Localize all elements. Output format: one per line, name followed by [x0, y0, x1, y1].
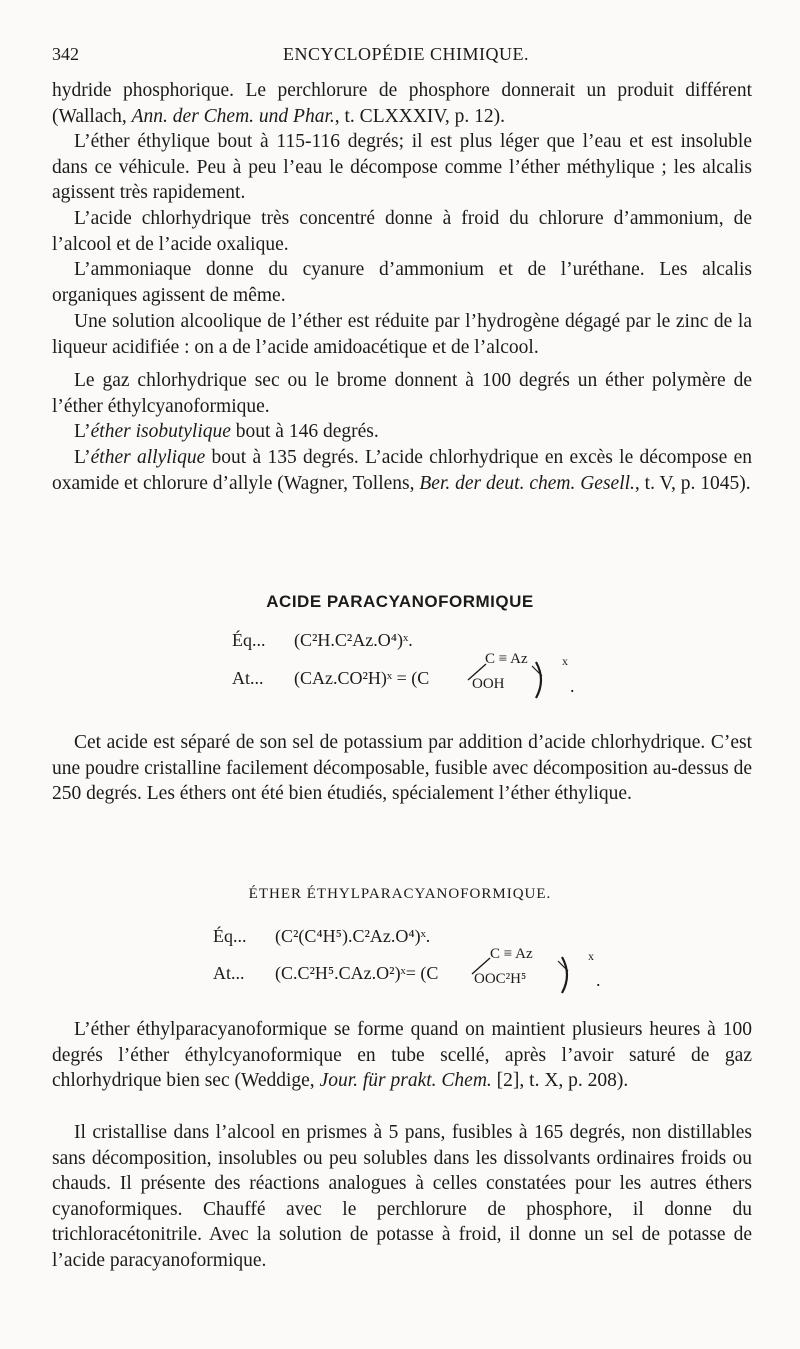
- ether-name: éther allylique: [90, 447, 206, 468]
- formula-at: At... (CAz.CO²H)ˣ = (C: [232, 668, 430, 688]
- paragraph-polymer: Le gaz chlorhydrique sec ou le brome donnent à 100 degrés un éther polymère de l’éther éthylcyanoformique.: [52, 370, 752, 417]
- formula-eq: Éq... (C²H.C²Az.O⁴)ˣ.: [232, 630, 413, 650]
- paragraph-reduction: Une solution alcoolique de l’éther est réduite par l’hydrogène dégagé par le zinc de la liqueur acidifiée : on a de l’acide amidoacétique et de l’alcool.: [52, 311, 752, 358]
- branch-top: C ≡ Az: [490, 946, 533, 962]
- period: .: [596, 970, 601, 990]
- paragraph-acide: Cet acide est séparé de son sel de potassium par addition d’acide chlorhydrique. C’est une poudre cristalline facilement décomposable, fusible avec décomposition au-dessus de 250 degrés. Les éthers ont été bien étudiés, spécialement l’éther éthylique.: [52, 732, 752, 804]
- paragraph-ammonia: L’ammoniaque donne du cyanure d’ammonium et de l’uréthane. Les alcalis organiques agissent de même.: [52, 259, 752, 306]
- paragraph-boiling-point: L’éther éthylique bout à 115-116 degrés; il est plus léger que l’eau et est insoluble dans ce véhicule. Peu à peu l’eau le décompose comme l’éther méthylique ; les alcalis agissent très rapidement.: [52, 131, 752, 203]
- citation: Ber. der deut. chem. Gesell.: [419, 472, 635, 494]
- section-title-acide: ACIDE PARACYANOFORMIQUE: [266, 592, 534, 611]
- paragraph-hcl: L’acide chlorhydrique très concentré donne à froid du chlorure d’ammonium, de l’alcool et de l’acide oxalique.: [52, 208, 752, 255]
- formula-eq: Éq... (C²(C⁴H⁵).C²Az.O⁴)ˣ.: [213, 926, 431, 946]
- closing-paren: [558, 955, 608, 995]
- citation: Jour. für prakt. Chem.: [319, 1070, 492, 1091]
- page-header: [52, 44, 760, 68]
- paragraph-properties: Il cristallise dans l’alcool en prismes à 5 pans, fusibles à 165 degrés, non distillables sans décomposition, insolubles ou peu solubles dans les dissolvants ordinaires froids ou chauds. Il présente des réactions analogues à celles constatées pour les autres éthers cyanoformiques. Chauffé avec le perchlorure de phosphore, il donne du trichloracétonitrile. Avec la solution de potasse à froid, il donne un sel de potasse de l’acide paracyanoformique.: [52, 1122, 752, 1271]
- exponent: x: [562, 654, 568, 668]
- formula-at: At... (C.C²H⁵.CAz.O²)ˣ= (C: [213, 963, 439, 983]
- paragraph-isobutyl: L’éther isobutylique bout à 146 degrés.: [74, 421, 379, 442]
- branch-bottom: OOC²H⁵: [474, 971, 527, 987]
- closing-paren: [532, 660, 582, 700]
- exponent: x: [588, 949, 594, 963]
- paragraph-formation: L’éther éthylparacyanoformique se forme quand on maintient plusieurs heures à 100 degrés l’éther éthylcyanoformique en tube scellé, après l’avoir saturé de gaz chlorhydrique bien sec (Weddige, Jour. für prakt. Chem. [2], t. X, p. 208).: [52, 1019, 752, 1091]
- branch-top: C ≡ Az: [485, 651, 528, 667]
- citation: Ann. der Chem. und Phar.: [131, 105, 335, 127]
- paragraph-allyl: L’éther allylique bout à 135 degrés. L’acide chlorhydrique en excès le décompose en oxamide et chlorure d’allyle (Wagner, Tollens, Ber. der deut. chem. Gesell., t. V, p. 1045).: [52, 447, 752, 494]
- running-title: ENCYCLOPÉDIE CHIMIQUE.: [283, 44, 529, 64]
- paragraph-continuation: hydride phosphorique. Le perchlorure de phosphore donnerait un produit différent (Wallach, Ann. der Chem. und Phar., t. CLXXXIV, p. 12).: [52, 80, 752, 127]
- ether-name: éther isobutylique: [90, 421, 231, 442]
- period: .: [570, 676, 575, 696]
- section-title-ether: ÉTHER ÉTHYLPARACYANOFORMIQUE.: [248, 886, 552, 902]
- branch-bottom: OOH: [472, 676, 505, 692]
- page-number: 342: [52, 44, 79, 64]
